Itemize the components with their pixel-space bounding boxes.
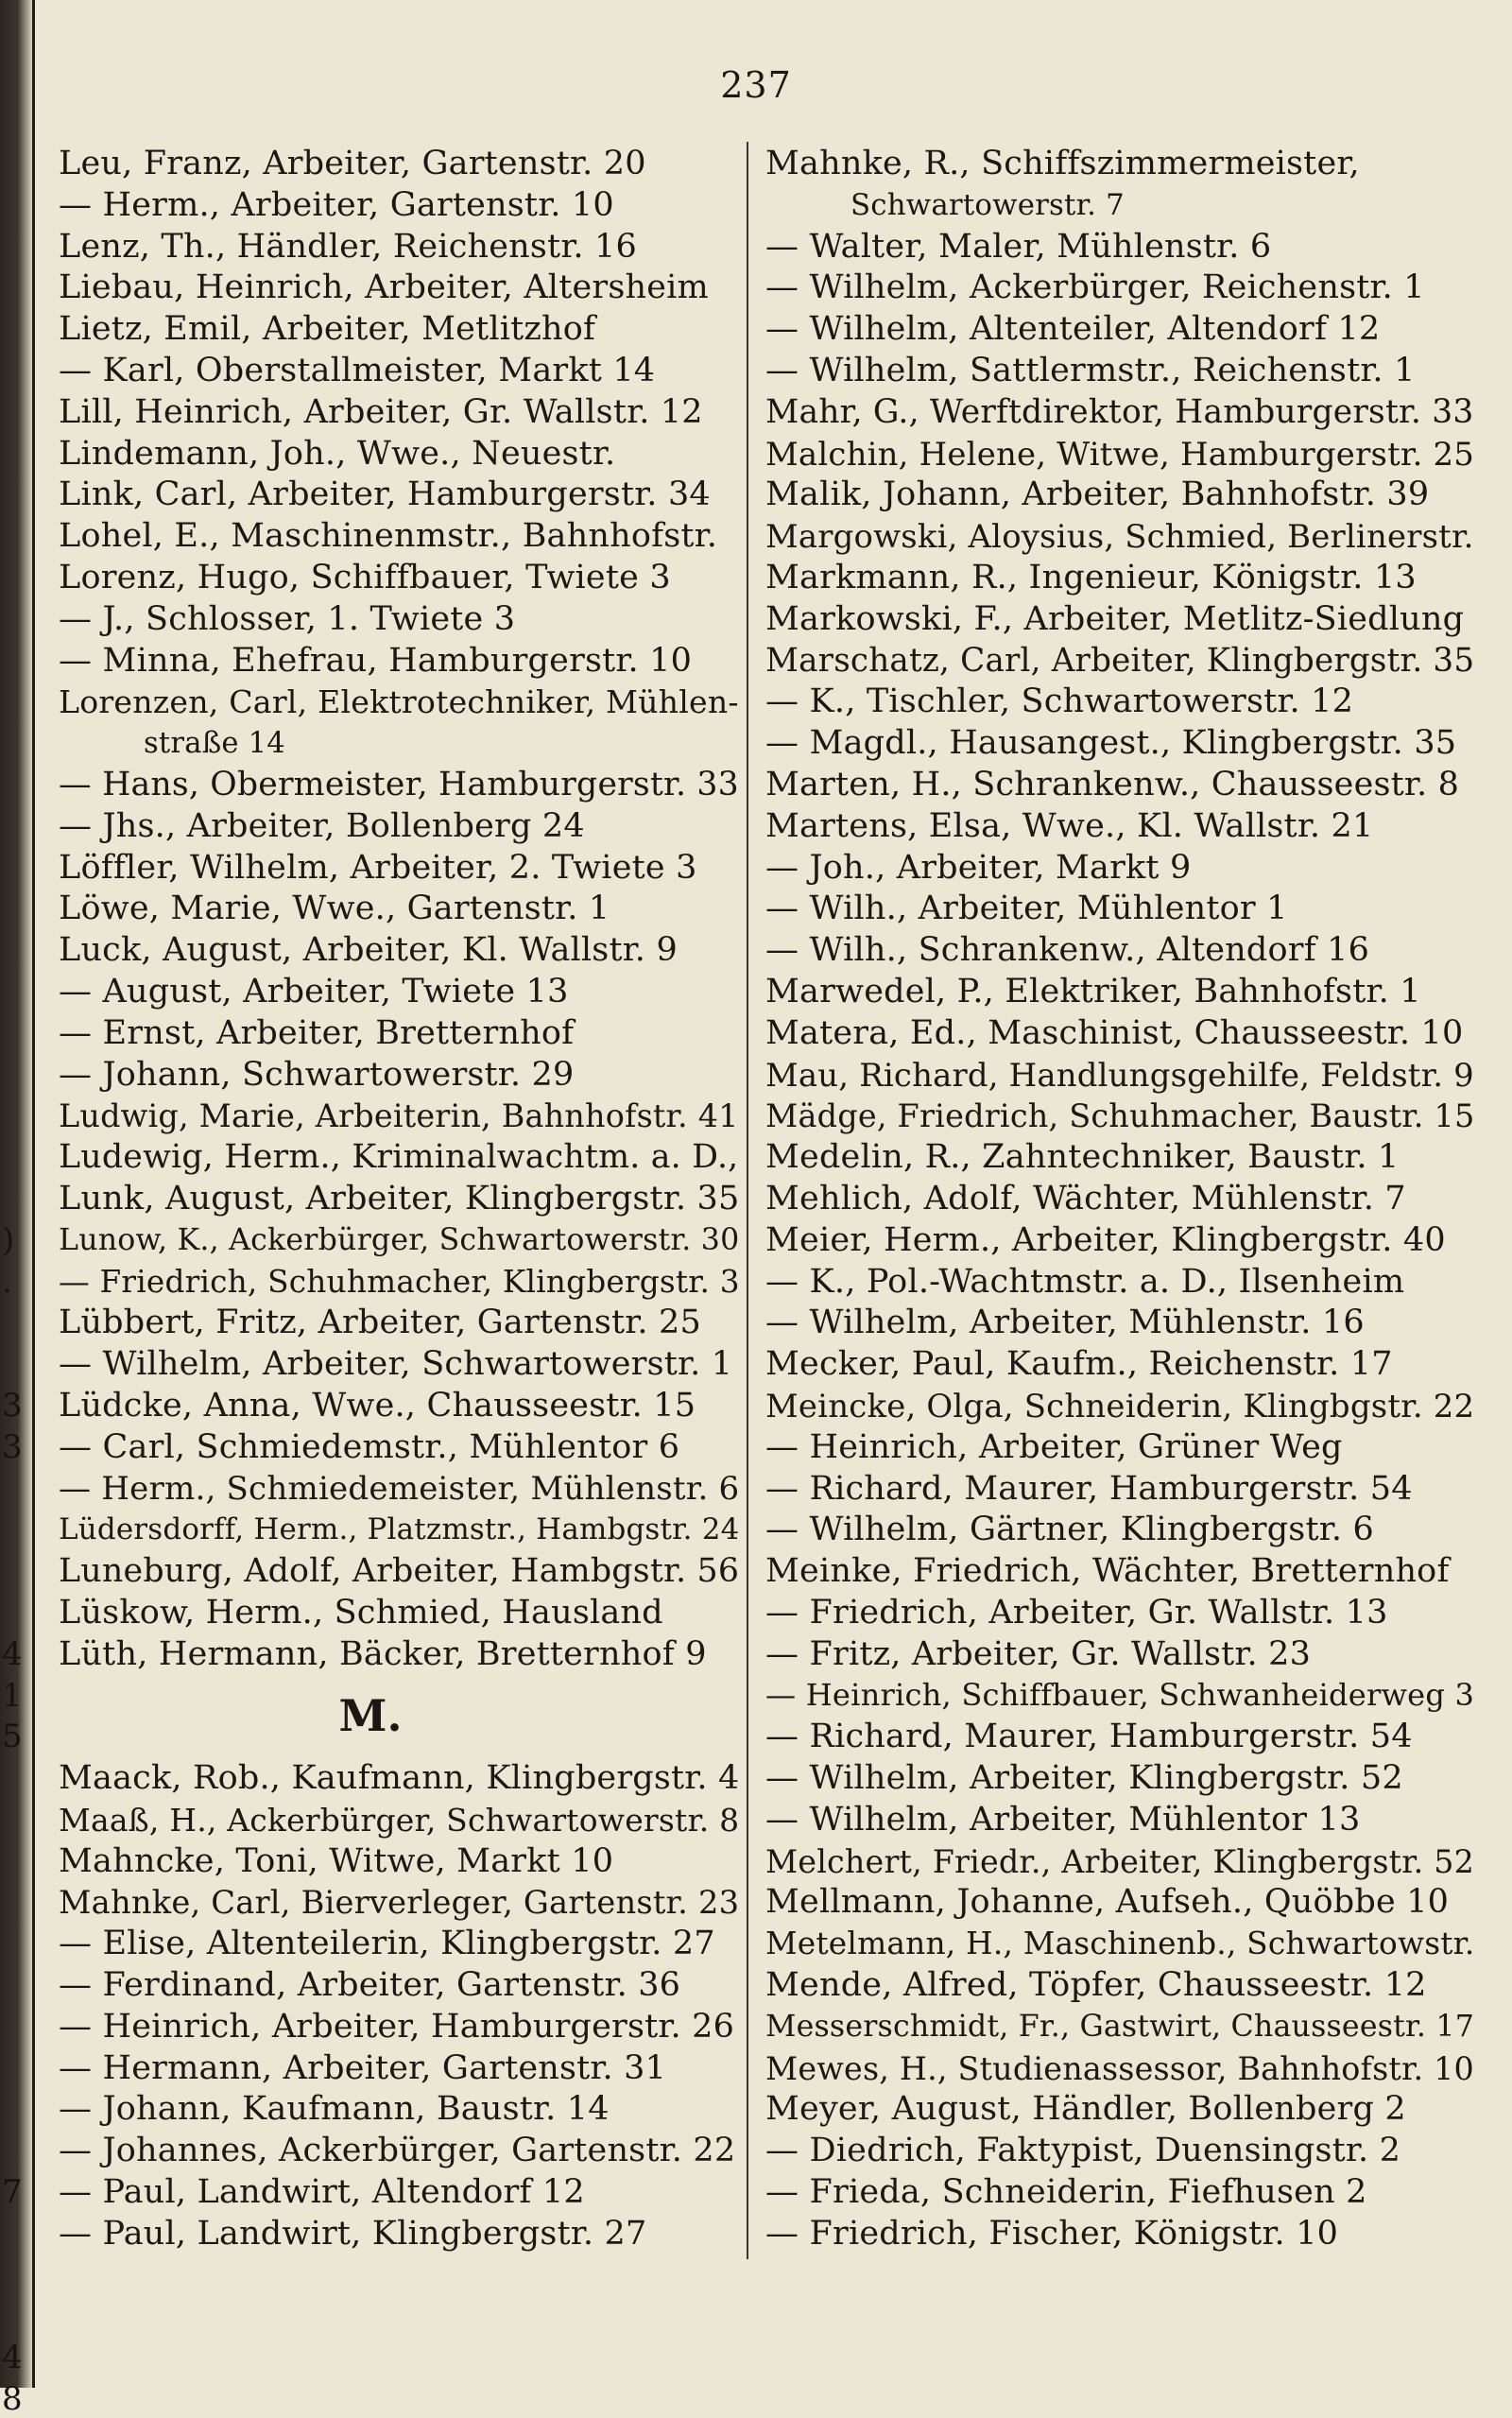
margin-mark: 8 xyxy=(2,2380,23,2418)
directory-entry: Meier, Herm., Arbeiter, Klingbergstr. 40 xyxy=(765,1220,1446,1259)
directory-entry: — Wilhelm, Arbeiter, Klingbergstr. 52 xyxy=(765,1759,1403,1798)
right-column xyxy=(765,144,1474,2255)
directory-entry: Mewes, H., Studienassessor, Bahnhofstr. 10 xyxy=(765,2049,1474,2087)
directory-entry: Mehlich, Adolf, Wächter, Mühlenstr. 7 xyxy=(765,1179,1406,1218)
directory-entry: — Wilhelm, Gärtner, Klingbergstr. 6 xyxy=(765,1511,1374,1549)
directory-entry: — Jhs., Arbeiter, Bollenberg 24 xyxy=(59,806,585,845)
directory-entry: — Frieda, Schneiderin, Fiefhusen 2 xyxy=(765,2173,1367,2212)
directory-entry: — Wilh., Schrankenw., Altendorf 16 xyxy=(765,931,1370,970)
directory-entry: — Paul, Landwirt, Altendorf 12 xyxy=(59,2173,585,2212)
directory-entry: — Heinrich, Arbeiter, Hamburgerstr. 26 xyxy=(59,2007,735,2046)
directory-entry: — Hermann, Arbeiter, Gartenstr. 31 xyxy=(59,2048,667,2087)
directory-entry: Lüth, Hermann, Bäcker, Bretternhof 9 xyxy=(59,1634,707,1673)
margin-mark: 4 xyxy=(2,2339,23,2377)
directory-entry: Link, Carl, Arbeiter, Hamburgerstr. 34 xyxy=(59,475,711,514)
directory-entry: — Karl, Oberstallmeister, Markt 14 xyxy=(59,351,656,389)
margin-mark: 3 xyxy=(2,1427,23,1466)
directory-entry: — Hans, Obermeister, Hamburgerstr. 33 xyxy=(59,765,739,803)
left-column xyxy=(59,144,739,2255)
directory-entry: — Herm., Arbeiter, Gartenstr. 10 xyxy=(59,185,614,224)
directory-entry: Luneburg, Adolf, Arbeiter, Hambgstr. 56 xyxy=(59,1552,740,1591)
directory-entry: — Elise, Altenteilerin, Klingbergstr. 27 xyxy=(59,1925,715,1963)
directory-entry: Liebau, Heinrich, Arbeiter, Altersheim xyxy=(59,268,709,307)
directory-entry: Lüskow, Herm., Schmied, Hausland xyxy=(59,1593,663,1632)
directory-entry: — Carl, Schmiedemstr., Mühlentor 6 xyxy=(59,1427,680,1466)
directory-entry: Matera, Ed., Maschinist, Chausseestr. 10 xyxy=(765,1013,1464,1052)
directory-entry: Mahnke, Carl, Bierverleger, Gartenstr. 23 xyxy=(59,1884,740,1922)
directory-entry: Margowski, Aloysius, Schmied, Berlinerstr. xyxy=(765,518,1474,556)
directory-entry: — Wilhelm, Sattlermstr., Reichenstr. 1 xyxy=(765,351,1416,389)
directory-entry: Martens, Elsa, Wwe., Kl. Wallstr. 21 xyxy=(765,806,1374,845)
directory-entry: — Minna, Ehefrau, Hamburgerstr. 10 xyxy=(59,641,693,680)
directory-entry: Marten, H., Schrankenw., Chausseestr. 8 xyxy=(765,765,1460,803)
margin-mark: . xyxy=(2,1262,12,1301)
directory-entry: Mecker, Paul, Kaufm., Reichenstr. 17 xyxy=(765,1345,1393,1384)
margin-mark: ) xyxy=(2,1220,15,1259)
directory-entry: — Herm., Schmiedemeister, Mühlenstr. 6 xyxy=(59,1469,740,1508)
directory-entry: Lüdersdorff, Herm., Platzmstr., Hambgstr. 24 xyxy=(59,1512,740,1547)
margin-mark: 1 xyxy=(2,1676,23,1715)
directory-entry: — Johannes, Ackerbürger, Gartenstr. 22 xyxy=(59,2132,736,2170)
facing-page-margin xyxy=(0,0,23,2418)
directory-entry: Lunow, K., Ackerbürger, Schwartowerstr. 30 xyxy=(59,1222,740,1257)
directory-entry: Lorenzen, Carl, Elektrotechniker, Mühlen- xyxy=(59,683,739,721)
directory-entry: Mellmann, Johanne, Aufseh., Quöbbe 10 xyxy=(765,1883,1450,1922)
directory-entry: — Heinrich, Schiffbauer, Schwanheiderweg 3 xyxy=(765,1677,1475,1714)
directory-entry: Markmann, R., Ingenieur, Königstr. 13 xyxy=(765,558,1417,596)
margin-mark: 4 xyxy=(2,1634,23,1673)
directory-entry: Messerschmidt, Fr., Gastwirt, Chausseestr. 17 xyxy=(765,2009,1475,2044)
directory-entry-continuation: straße 14 xyxy=(144,727,285,761)
directory-entry: Marschatz, Carl, Arbeiter, Klingbergstr. 35 xyxy=(765,641,1475,680)
directory-entry: Lietz, Emil, Arbeiter, Metlitzhof xyxy=(59,310,596,349)
directory-entry: — August, Arbeiter, Twiete 13 xyxy=(59,972,569,1010)
directory-entry: Mende, Alfred, Töpfer, Chausseestr. 12 xyxy=(765,1966,1427,2005)
directory-entry: — Johann, Schwartowerstr. 29 xyxy=(59,1055,575,1094)
directory-entry: Ludwig, Marie, Arbeiterin, Bahnhofstr. 41 xyxy=(59,1097,739,1135)
directory-entry: — Johann, Kaufmann, Baustr. 14 xyxy=(59,2090,610,2129)
directory-entry: Lill, Heinrich, Arbeiter, Gr. Wallstr. 12 xyxy=(59,392,703,431)
margin-mark: 5 xyxy=(2,1718,23,1756)
column-divider xyxy=(747,142,748,2259)
directory-entry: Lunk, August, Arbeiter, Klingbergstr. 35 xyxy=(59,1179,740,1218)
directory-entry: — Magdl., Hausangest., Klingbergstr. 35 xyxy=(765,724,1457,763)
directory-entry: Markowski, F., Arbeiter, Metlitz-Siedlung xyxy=(765,599,1465,638)
directory-entry: Löwe, Marie, Wwe., Gartenstr. 1 xyxy=(59,889,610,928)
directory-entry: Malchin, Helene, Witwe, Hamburgerstr. 25 xyxy=(765,435,1475,473)
directory-entry: Metelmann, H., Maschinenb., Schwartowstr. xyxy=(765,1926,1475,1962)
directory-entry: Malik, Johann, Arbeiter, Bahnhofstr. 39 xyxy=(765,475,1430,514)
directory-entry: Leu, Franz, Arbeiter, Gartenstr. 20 xyxy=(59,145,646,182)
directory-entry: — Diedrich, Faktурist, Duensingstr. 2 xyxy=(765,2132,1401,2170)
directory-entry: Luck, August, Arbeiter, Kl. Wallstr. 9 xyxy=(59,931,678,970)
directory-entry: Lohel, E., Maschinenmstr., Bahnhofstr. xyxy=(59,517,718,556)
directory-entry: — Ernst, Arbeiter, Bretternhof xyxy=(59,1013,575,1052)
directory-entry: — Joh., Arbeiter, Markt 9 xyxy=(765,848,1192,887)
directory-entry: Lorenz, Hugo, Schiffbauer, Twiete 3 xyxy=(59,558,671,596)
directory-entry: Lindemann, Joh., Wwe., Neuestr. xyxy=(59,434,616,473)
directory-entry-continuation: Schwartowerstr. 7 xyxy=(850,187,1125,222)
directory-entry: — J., Schlosser, 1. Twiete 3 xyxy=(59,599,516,638)
directory-entry: — Friedrich, Fischer, Königstr. 10 xyxy=(765,2214,1339,2253)
directory-entry: Lübbert, Fritz, Arbeiter, Gartenstr. 25 xyxy=(59,1304,701,1342)
directory-entry: Medelin, R., Zahntechniker, Baustr. 1 xyxy=(765,1138,1400,1177)
directory-entry: Mau, Richard, Handlungsgehilfe, Feldstr. 9 xyxy=(765,1056,1474,1094)
directory-entry: — Paul, Landwirt, Klingbergstr. 27 xyxy=(59,2214,647,2253)
directory-entry: — K., Tischler, Schwartowerstr. 12 xyxy=(765,682,1354,721)
directory-entry: Marwedel, P., Elektriker, Bahnhofstr. 1 xyxy=(765,972,1421,1010)
directory-entry: Meyer, August, Händler, Bollenberg 2 xyxy=(765,2090,1406,2129)
directory-entry: — Wilh., Arbeiter, Mühlentor 1 xyxy=(765,889,1288,928)
margin-mark: 7 xyxy=(2,2173,23,2212)
directory-entry: Ludewig, Herm., Kriminalwachtm. a. D., xyxy=(59,1138,739,1177)
directory-entry: — K., Pol.-Wachtmstr. a. D., Ilsenheim xyxy=(765,1262,1405,1301)
directory-entry: — Friedrich, Schuhmacher, Klingbergstr. 3 xyxy=(59,1263,740,1300)
directory-entry: Mahr, G., Werftdirektor, Hamburgerstr. 33 xyxy=(765,392,1474,431)
directory-entry: — Wilhelm, Altenteiler, Altendorf 12 xyxy=(765,310,1381,349)
directory-entry: — Walter, Maler, Mühlenstr. 6 xyxy=(765,227,1272,266)
directory-entry: — Wilhelm, Arbeiter, Mühlentor 13 xyxy=(765,1800,1361,1839)
directory-entry: Lenz, Th., Händler, Reichenstr. 16 xyxy=(59,227,637,266)
directory-entry: Meincke, Olga, Schneiderin, Klingbgstr. 22 xyxy=(765,1387,1475,1425)
directory-entry: — Heinrich, Arbeiter, Grüner Weg xyxy=(765,1427,1343,1466)
directory-entry: — Richard, Maurer, Hamburgerstr. 54 xyxy=(765,1469,1413,1508)
directory-entry: — Fritz, Arbeiter, Gr. Wallstr. 23 xyxy=(765,1634,1312,1673)
margin-mark: 3 xyxy=(2,1387,23,1425)
binding-line xyxy=(32,0,35,2388)
directory-entry: Maaß, H., Ackerbürger, Schwartowerstr. 8 xyxy=(59,1801,740,1839)
section-heading: M. xyxy=(338,1690,403,1742)
directory-entry: — Friedrich, Arbeiter, Gr. Wallstr. 13 xyxy=(765,1593,1388,1632)
directory-entry: Melchert, Friedr., Arbeiter, Klingbergstr. 52 xyxy=(765,1842,1474,1880)
directory-entry: Lüdcke, Anna, Wwe., Chausseestr. 15 xyxy=(59,1386,696,1425)
directory-entry: Löffler, Wilhelm, Arbeiter, 2. Twiete 3 xyxy=(59,848,697,887)
directory-entry: Maack, Rob., Kaufmann, Klingbergstr. 4 xyxy=(59,1759,740,1798)
directory-entry: — Richard, Maurer, Hamburgerstr. 54 xyxy=(765,1718,1413,1756)
directory-entry: Mahncke, Toni, Witwe, Markt 10 xyxy=(59,1841,614,1880)
directory-entry: — Ferdinand, Arbeiter, Gartenstr. 36 xyxy=(59,1966,681,2005)
directory-entry: — Wilhelm, Arbeiter, Schwartowerstr. 1 xyxy=(59,1345,733,1384)
directory-entry: Mahnke, R., Schiffszimmermeister, xyxy=(765,145,1360,182)
directory-entry: Mädge, Friedrich, Schuhmacher, Baustr. 15 xyxy=(765,1097,1475,1135)
directory-entry: Meinke, Friedrich, Wächter, Bretternhof xyxy=(765,1552,1450,1591)
directory-entry: — Wilhelm, Arbeiter, Mühlenstr. 16 xyxy=(765,1304,1365,1342)
page-number: 237 xyxy=(720,64,792,106)
directory-entry: — Wilhelm, Ackerbürger, Reichenstr. 1 xyxy=(765,268,1425,307)
